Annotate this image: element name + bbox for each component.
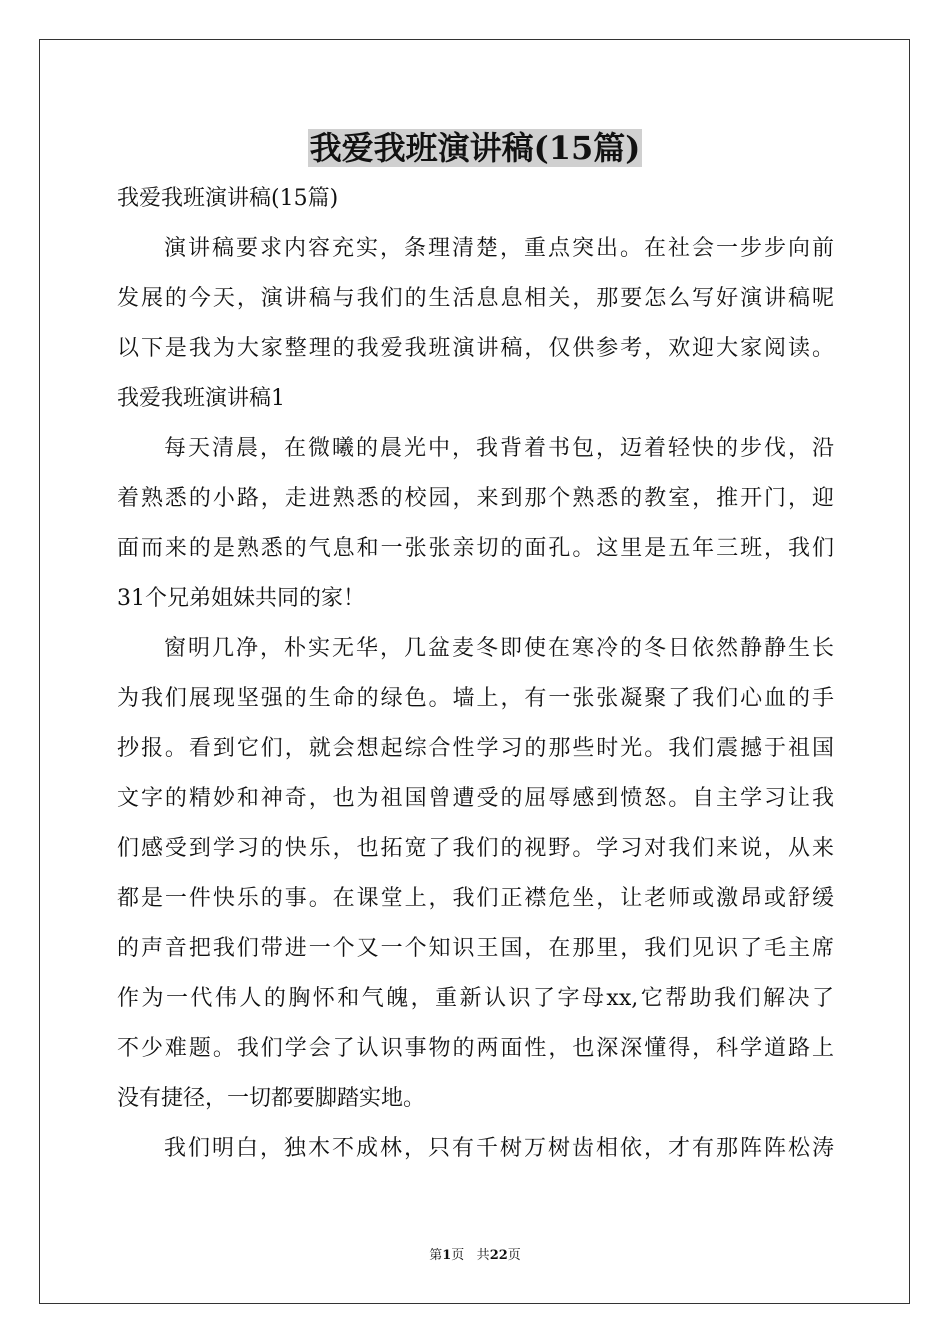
page-footer [0, 1247, 950, 1265]
paragraph-line: 没有捷径，一切都要脚踏实地。 [117, 1086, 426, 1111]
paragraph-line: 作为一代伟人的胸怀和气魄，重新认识了字母xx,它帮助我们解决了 [117, 986, 834, 1011]
paragraph-line: 我们明白，独木不成林，只有千树万树齿相依，才有那阵阵松涛 [164, 1136, 834, 1161]
total-label-suffix: 页 [507, 1248, 521, 1263]
paragraph-line: 窗明几净，朴实无华，几盆麦冬即使在寒冷的冬日依然静静生长 [164, 636, 834, 661]
paragraph-line: 面而来的是熟悉的气息和一张张亲切的面孔。这里是五年三班，我们 [117, 536, 834, 561]
paragraph-line: 们感受到学习的快乐，也拓宽了我们的视野。学习对我们来说，从来 [117, 836, 834, 861]
paragraph-line: 发展的今天，演讲稿与我们的生活息息相关，那要怎么写好演讲稿呢 [117, 286, 834, 311]
paragraph-line: 31个兄弟姐妹共同的家！ [117, 586, 365, 611]
paragraph-line: 的声音把我们带进一个又一个知识王国，在那里，我们见识了毛主席 [117, 936, 834, 961]
paragraph-line: 每天清晨，在微曦的晨光中，我背着书包，迈着轻快的步伐，沿 [164, 436, 834, 461]
document-title [0, 126, 950, 170]
page-label-suffix: 页 [451, 1248, 465, 1263]
document-body [117, 180, 834, 1180]
total-label-prefix: 共 [476, 1248, 490, 1263]
paragraph-line: 以下是我为大家整理的我爱我班演讲稿，仅供参考，欢迎大家阅读。 [117, 336, 834, 361]
section-heading: 我爱我班演讲稿1 [117, 386, 285, 411]
page-number: 1 [442, 1248, 452, 1263]
paragraph-line: 抄报。看到它们，就会想起综合性学习的那些时光。我们震撼于祖国 [117, 736, 834, 761]
paragraph-line: 文字的精妙和神奇，也为祖国曾遭受的屈辱感到愤怒。自主学习让我 [117, 786, 834, 811]
document-title-text: 我爱我班演讲稿(15篇) [309, 129, 641, 167]
paragraph-line: 着熟悉的小路，走进熟悉的校园，来到那个熟悉的教室，推开门，迎 [117, 486, 834, 511]
total-pages: 22 [489, 1248, 508, 1263]
paragraph-line: 为我们展现坚强的生命的绿色。墙上，有一张张凝聚了我们心血的手 [117, 686, 834, 711]
paragraph-line: 演讲稿要求内容充实，条理清楚，重点突出。在社会一步步向前 [164, 236, 834, 261]
paragraph-line: 不少难题。我们学会了认识事物的两面性，也深深懂得，科学道路上 [117, 1036, 834, 1061]
paragraph-line: 都是一件快乐的事。在课堂上，我们正襟危坐，让老师或激昂或舒缓 [117, 886, 834, 911]
subtitle-line: 我爱我班演讲稿(15篇) [117, 186, 339, 211]
page-label-prefix: 第 [429, 1248, 443, 1263]
